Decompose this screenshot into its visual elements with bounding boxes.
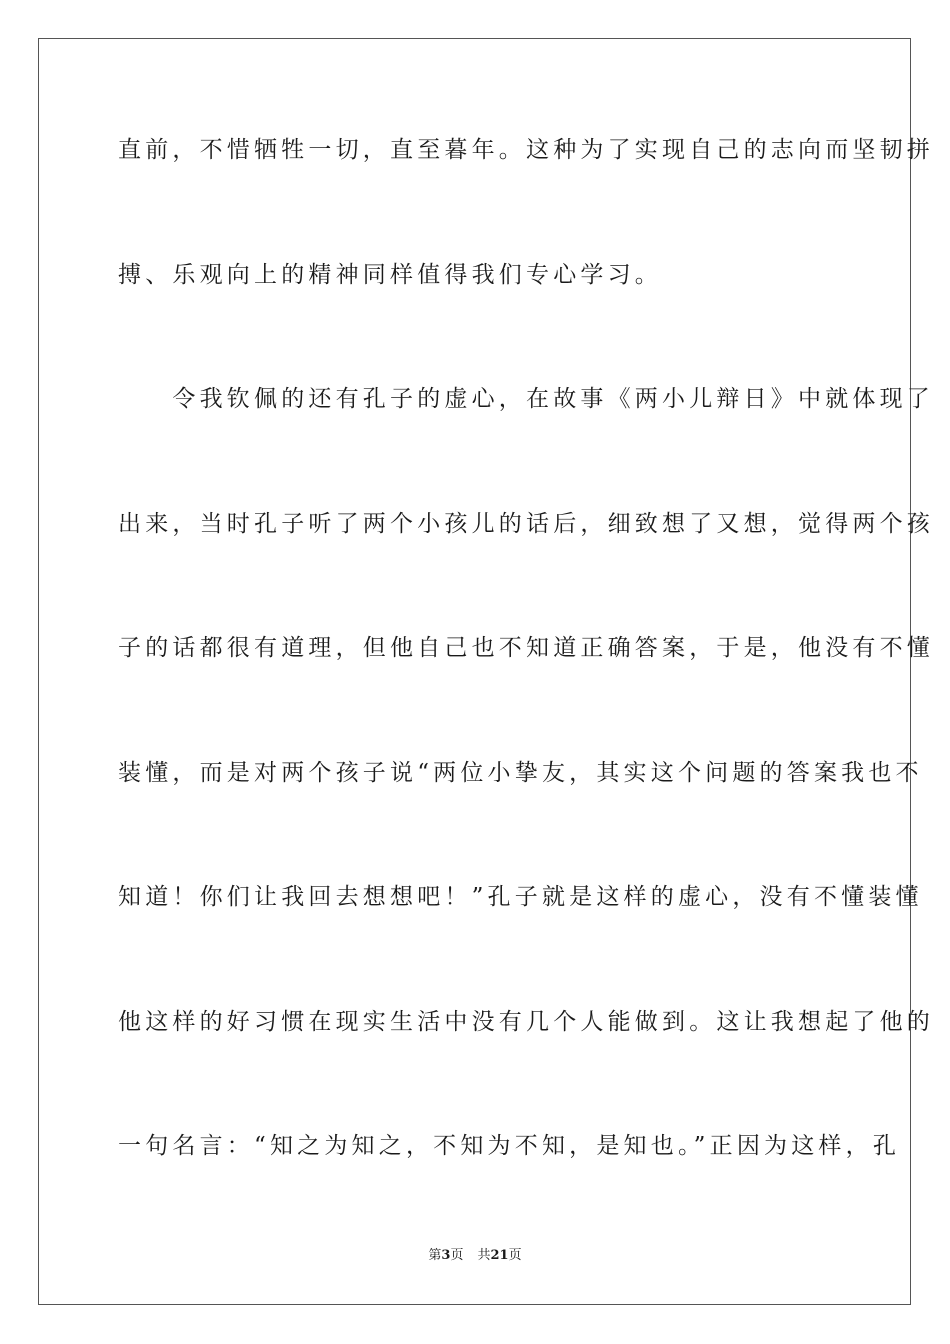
page-border: [38, 38, 934, 1305]
text-line: 他这样的好习惯在现实生活中没有几个人能做到。这让我想起了他的: [118, 1009, 934, 1035]
paragraph-start-line: 令我钦佩的还有孔子的虚心，在故事《两小儿辩日》中就体现了: [118, 386, 934, 412]
page-suffix: 页: [450, 1248, 464, 1263]
total-suffix: 页: [508, 1248, 522, 1263]
text-line: 子的话都很有道理，但他自己也不知道正确答案，于是，他没有不懂: [118, 635, 934, 661]
total-prefix: 共: [477, 1248, 491, 1263]
text-line: 装懂，而是对两个孩子说“两位小挚友，其实这个问题的答案我也不: [118, 760, 923, 786]
page-footer: [0, 1246, 950, 1266]
text-line: 知道！你们让我回去想想吧！”孔子就是这样的虚心，没有不懂装懂: [118, 884, 923, 910]
page-number: 3: [441, 1248, 451, 1263]
text-line: 搏、乐观向上的精神同样值得我们专心学习。: [118, 262, 662, 288]
text-line: 直前，不惜牺牲一切，直至暮年。这种为了实现自己的志向而坚韧拼: [118, 137, 934, 163]
total-pages: 21: [490, 1248, 509, 1263]
text-line: 出来，当时孔子听了两个小孩儿的话后，细致想了又想，觉得两个孩: [118, 511, 934, 537]
page-prefix: 第: [428, 1248, 442, 1263]
text-line: 一句名言：“知之为知之，不知为不知，是知也。”正因为这样，孔: [118, 1133, 901, 1159]
